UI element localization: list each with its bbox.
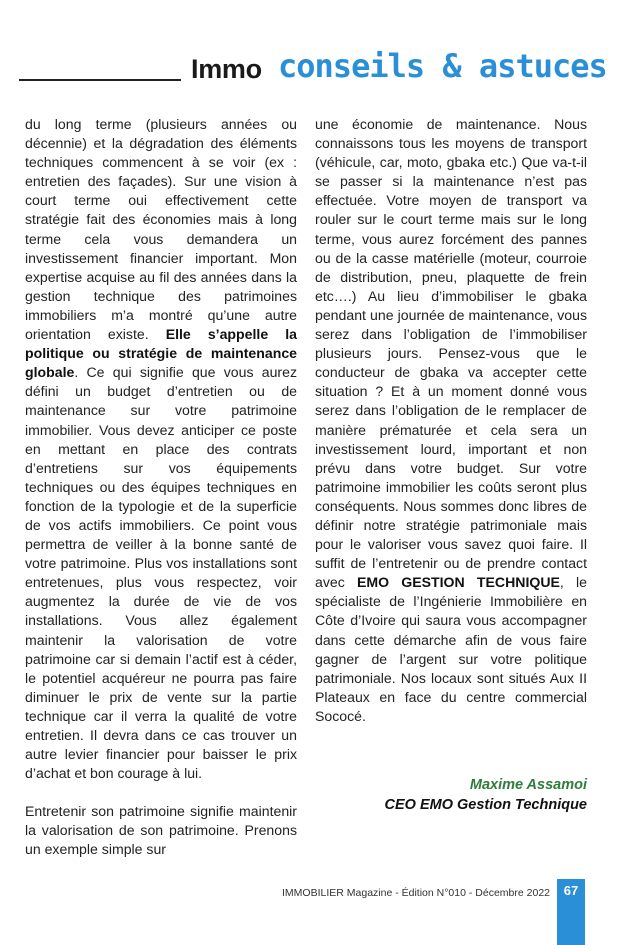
article-column-right bbox=[315, 115, 587, 726]
paragraph-text: une économie de maintenance. Nous connaissons tous les moyens de transport (véhicule, car, moto, gbaka etc.) Que va-t-il se passer si la maintenance n’est pas effectuée. Votre moyen de transport va rouler sur le court terme mais sur le long terme, vous aurez forcément des pannes ou de la casse matérielle (moteur, courroie de distribution, pneu, plaquette de frein etc….) Au lieu d’immobiliser le gbaka pendant une journée de maintenance, vous serez dans l’obligation de l’immobiliser plusieurs jours. Pensez-vous que le conducteur de gbaka va accepter cette situation ? Et à un moment donné vous serez dans l’obligation de le remplacer de manière prématurée et cela sera un investissement lourd, important et non prévu dans votre budget. Sur votre patrimoine immobilier les coûts seront plus conséquents. Nous sommes donc libres de définir notre stratégie patrimoniale mais pour le valoriser vous savez quoi faire. Il suffit de l’entretenir ou de prendre contact avec bbox=[315, 116, 587, 591]
paragraph-text: , le spécialiste de l’Ingénierie Immobilière en Côte d’Ivoire qui saura vous accompagner dans cette démarche afin de vous faire gagner de l’argent sur votre politique patrimoniale. Nos locaux sont situés Aux II Plateaux en face du centre commercial Sococé. bbox=[315, 574, 587, 724]
author-signature bbox=[315, 775, 587, 815]
article-column-left bbox=[25, 115, 297, 860]
paragraph-text: . Ce qui signifie que vous aurez défini un budget d’entretien ou de maintenance sur votre patrimoine immobilier. Vous devez anticiper ce poste en mettant en place des contrats d’entretiens sur vos équipements techniques ou des équipes techniques en fonction de la typologie et de la superficie de vos actifs immobiliers. Ce point vous permettra de veiller à la bonne santé de votre patrimoine. Plus vos installations sont entretenues, plus vous respectez, voir augmentez la durée de vie de vos installations. Vous allez également maintenir la valorisation de votre patrimoine car si demain l’actif est à céder, le potentiel acquéreur ne pourra pas faire diminuer le prix de vente sur la partie technique car il verra la qualité de votre entretien. Il devra dans ce cas trouver un autre levier financier pour baisser le prix d’achat et bon courage à lui. bbox=[25, 364, 297, 782]
article-paragraph: Entretenir son patrimoine signifie maintenir la valorisation de son patrimoine. Prenons un exemple simple sur bbox=[25, 803, 297, 858]
article-paragraph bbox=[25, 115, 297, 783]
page-number: 67 bbox=[563, 883, 579, 898]
header-rule bbox=[19, 79, 181, 81]
paragraph-text: du long terme (plusieurs années ou décennie) et la dégradation des éléments techniques commencent à se voir (ex : entretien des façades). Sur une vision à court terme oui effectivement cette stratégie fait des économies mais à long terme cela vous demandera un investissement financier important. Mon expertise acquise au fil des années dans la gestion technique des patrimoines immobiliers m’a montré qu’une autre orientation existe. bbox=[25, 116, 297, 343]
section-title-conseils: conseils & astuces bbox=[278, 47, 607, 85]
author-name: Maxime Assamoi bbox=[469, 777, 587, 793]
author-title: CEO EMO Gestion Technique bbox=[384, 797, 587, 813]
page-header bbox=[0, 0, 642, 110]
article-paragraph bbox=[315, 115, 587, 726]
paragraph-emphasis: Elle s’appelle la politique ou stratégie de maintenance globale bbox=[25, 326, 297, 381]
footer-magazine-info: IMMOBILIER Magazine - Édition N°010 - Décembre 2022 bbox=[282, 887, 550, 899]
section-title-immo: Immo bbox=[191, 54, 262, 84]
company-name: EMO GESTION TECHNIQUE bbox=[356, 574, 560, 591]
